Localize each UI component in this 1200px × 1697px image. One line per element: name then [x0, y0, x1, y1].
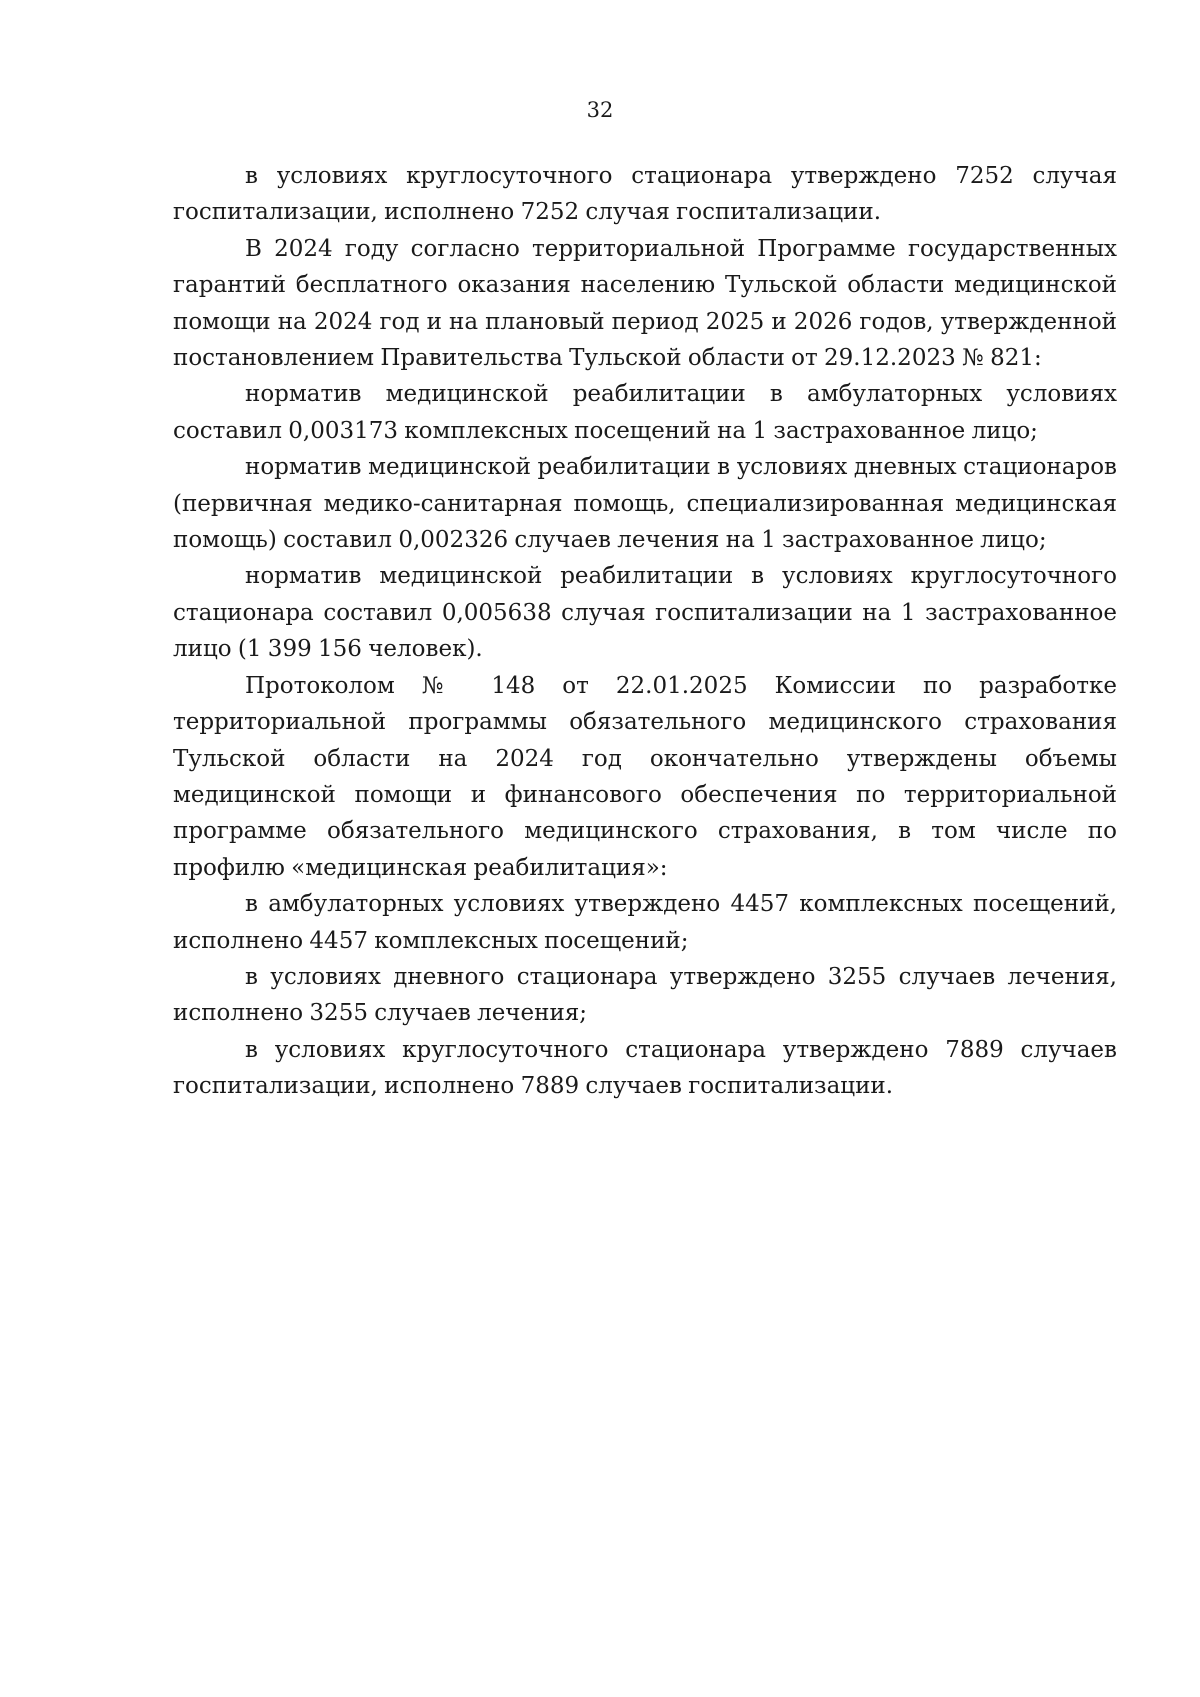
paragraph: в условиях дневного стационара утверждено 3255 случаев лечения, исполнено 3255 случаев лечения; [173, 963, 1117, 1027]
paragraph: Протоколом № 148 от 22.01.2025 Комиссии по разработке территориальной программы обязательного медицинского страхования Тульской области на 2024 год окончательно утверждены объемы медицинской помощи и финансового обеспечения по территориальной программе обязательного медицинского страхования, в том числе по профилю «медицинская реабилитация»: [173, 672, 1117, 881]
paragraph: в амбулаторных условиях утверждено 4457 комплексных посещений, исполнено 4457 комплексных посещений; [173, 891, 1117, 954]
paragraph: в условиях круглосуточного стационара утверждено 7252 случая госпитализации, исполнено 7252 случая госпитализации. [173, 163, 1117, 226]
page-number: 32 [586, 98, 614, 122]
paragraph: норматив медицинской реабилитации в условиях дневных стационаров (первичная медико-санитарная помощь, специализированная медицинская помощь) составил 0,002326 случаев лечения на 1 застрахованное лицо; [173, 454, 1117, 554]
paragraph: В 2024 году согласно территориальной Программе государственных гарантий бесплатного оказания населению Тульской области медицинской помощи на 2024 год и на плановый период 2025 и 2026 годов, утвержденной постановлением Правительства Тульской области от 29.12.2023 № 821: [173, 235, 1117, 372]
paragraph: норматив медицинской реабилитации в условиях круглосуточного стационара составил 0,005638 случая госпитализации на 1 застрахованное лицо (1 399 156 человек). [173, 563, 1117, 663]
paragraph: в условиях круглосуточного стационара утверждено 7889 случаев госпитализации, исполнено 7889 случаев госпитализации. [173, 1036, 1117, 1100]
body-text [173, 158, 1117, 1105]
paragraph: норматив медицинской реабилитации в амбулаторных условиях составил 0,003173 комплексных посещений на 1 застрахованное лицо; [173, 381, 1117, 444]
